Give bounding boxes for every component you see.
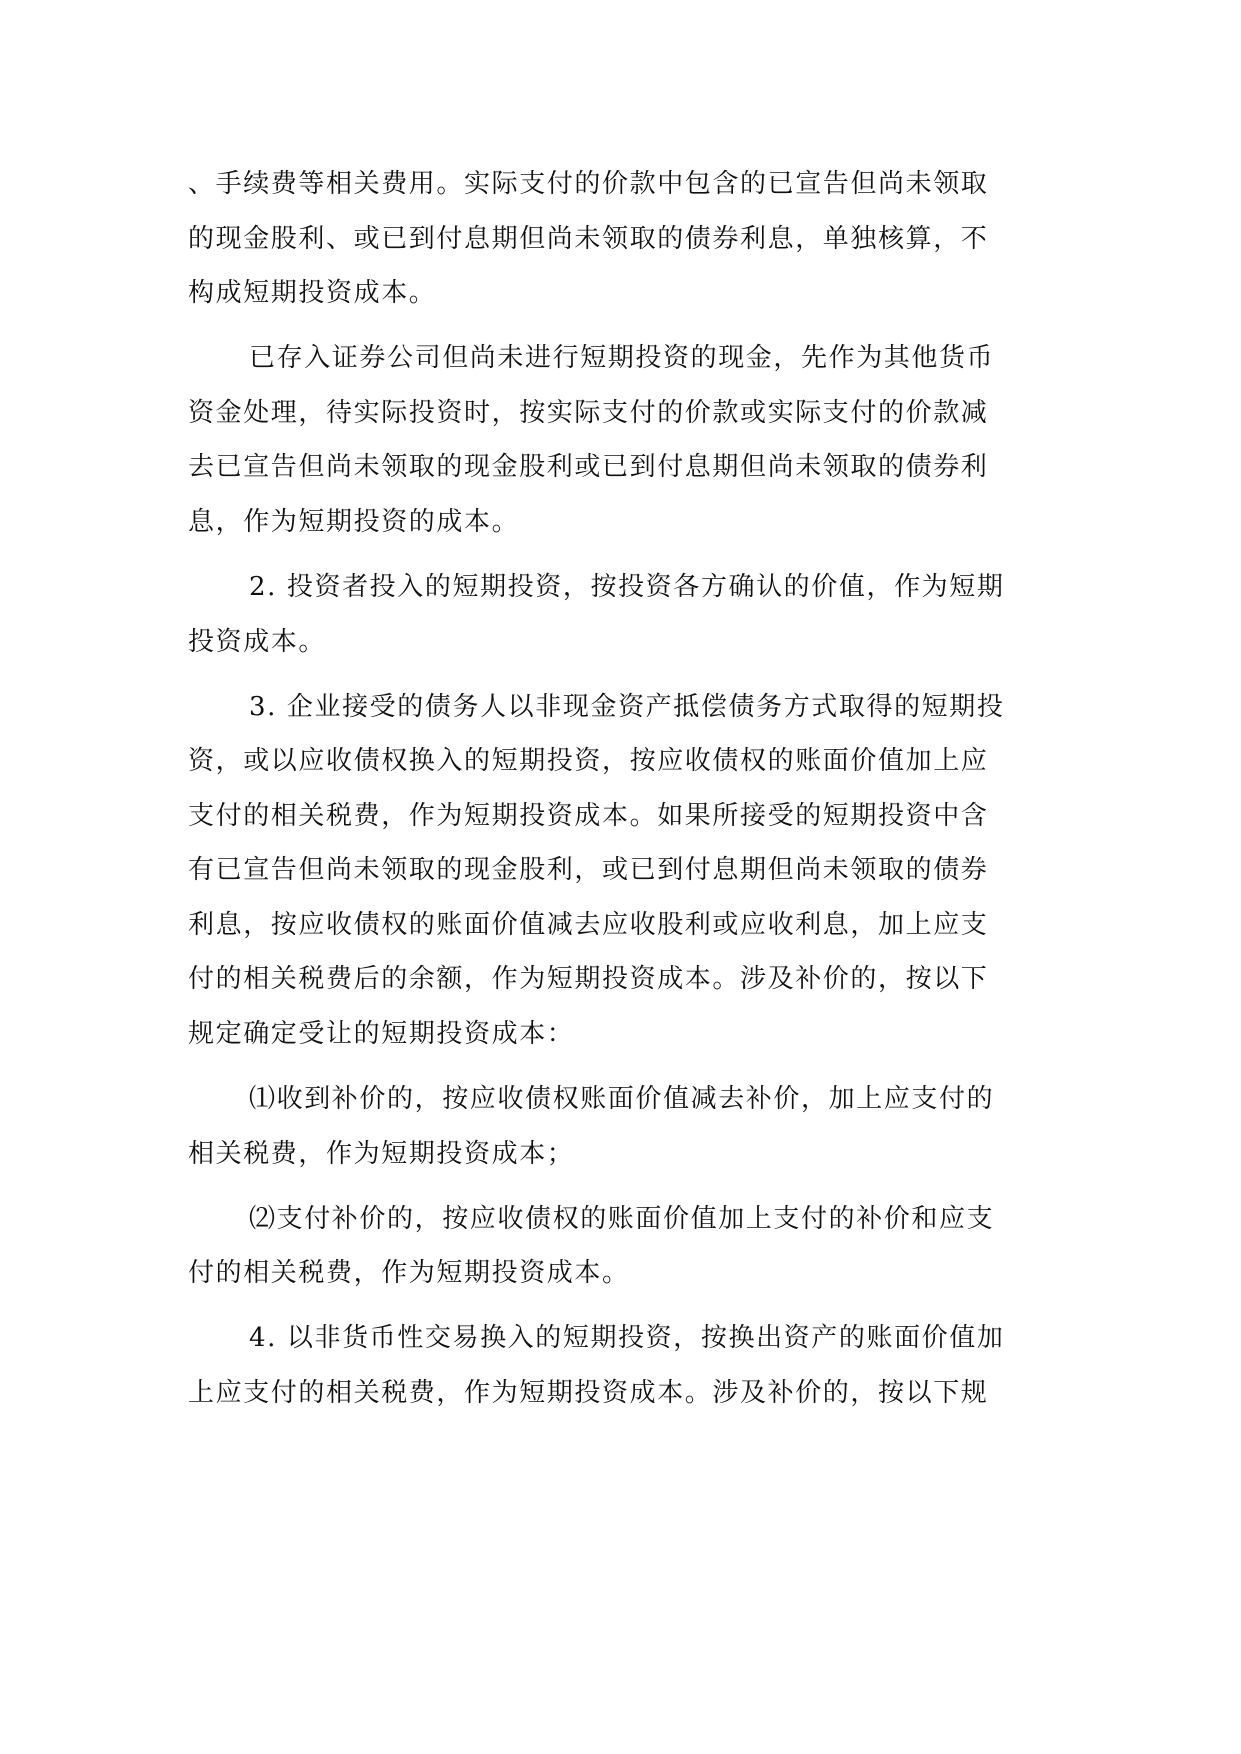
paragraph <box>188 560 1052 669</box>
text-line: 付的相关税费后的余额，作为短期投资成本。涉及补价的，按以下 <box>188 964 989 995</box>
text-line: 已存入证券公司但尚未进行短期投资的现金，先作为其他货币 <box>249 343 995 374</box>
text-line: ⑵支付补价的，按应收债权的账面价值加上支付的补价和应支 <box>249 1203 995 1234</box>
text-line: 相关税费，作为短期投资成本； <box>188 1138 575 1169</box>
text-line: 有已宣告但尚未领取的现金股利，或已到付息期但尚未领取的债券 <box>188 855 989 886</box>
text-line: 利息，按应收债权的账面价值减去应收股利或应收利息，加上应支 <box>188 909 989 940</box>
text-line: 上应支付的相关税费，作为短期投资成本。涉及补价的，按以下规 <box>188 1377 989 1408</box>
text-line: 投资成本。 <box>188 626 327 657</box>
text-line: 资金处理，待实际投资时，按实际支付的价款或实际支付的价款减 <box>188 397 989 428</box>
text-line: 构成短期投资成本。 <box>188 278 437 309</box>
text-line: 的现金股利、或已到付息期但尚未领取的债券利息，单独核算，不 <box>188 223 989 254</box>
text-line: 规定确定受让的短期投资成本： <box>188 1019 575 1050</box>
text-line: 2. 投资者投入的短期投资，按投资各方确认的价值，作为短期 <box>249 571 1005 602</box>
paragraph <box>188 1311 1052 1420</box>
paragraph <box>188 680 1052 1062</box>
text-line: 4. 以非货币性交易换入的短期投资，按换出资产的账面价值加 <box>249 1323 1005 1354</box>
paragraph <box>188 1072 1052 1181</box>
document-body <box>188 157 1052 1431</box>
paragraph <box>188 157 1052 321</box>
paragraph <box>188 1192 1052 1301</box>
text-line: 息，作为短期投资的成本。 <box>188 506 520 537</box>
paragraph <box>188 331 1052 549</box>
text-line: ⑴收到补价的，按应收债权账面价值减去补价，加上应支付的 <box>249 1084 995 1115</box>
text-line: 3. 企业接受的债务人以非现金资产抵偿债务方式取得的短期投 <box>249 691 1005 722</box>
text-line: 去已宣告但尚未领取的现金股利或已到付息期但尚未领取的债券利 <box>188 452 989 483</box>
text-line: 支付的相关税费，作为短期投资成本。如果所接受的短期投资中含 <box>188 800 989 831</box>
text-line: 、手续费等相关费用。实际支付的价款中包含的已宣告但尚未领取 <box>188 169 989 199</box>
text-line: 资，或以应收债权换入的短期投资，按应收债权的账面价值加上应 <box>188 746 989 777</box>
text-line: 付的相关税费，作为短期投资成本。 <box>188 1258 630 1289</box>
